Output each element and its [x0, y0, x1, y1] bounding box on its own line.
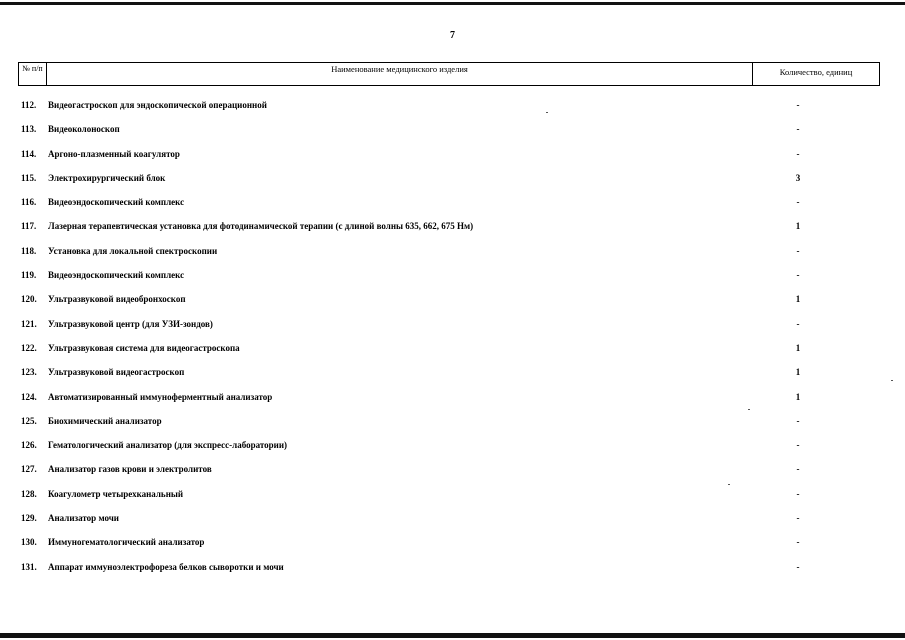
row-number: 115.: [21, 172, 37, 183]
table-row: [0, 192, 905, 216]
row-number: 125.: [21, 415, 37, 426]
table-row: [0, 241, 905, 265]
table-row: [0, 532, 905, 556]
row-quantity: -: [796, 148, 800, 159]
table-row: [0, 216, 905, 240]
row-quantity: 1: [795, 294, 801, 305]
row-name: Биохимический анализатор: [48, 415, 162, 426]
row-name: Автоматизированный иммуноферментный анализатор: [48, 391, 273, 402]
row-quantity: 1: [795, 367, 801, 378]
scan-speck: [728, 484, 730, 485]
table-row: [0, 289, 905, 313]
page-number: 7: [450, 30, 455, 41]
row-name: Видеоэндоскопический комплекс: [48, 197, 185, 208]
row-name: Видеоколоноскоп: [48, 124, 120, 135]
scan-speck: [891, 380, 893, 381]
table-row: [0, 314, 905, 338]
row-quantity: -: [796, 318, 800, 329]
row-quantity: -: [796, 440, 800, 451]
row-name: Анализатор газов крови и электролитов: [48, 464, 212, 475]
row-number: 124.: [21, 391, 37, 402]
row-name: Электрохирургический блок: [48, 172, 166, 183]
row-quantity: -: [796, 245, 800, 256]
row-number: 129.: [21, 513, 37, 524]
row-name: Лазерная терапевтическая установка для фотодинамической терапии (с длиной волны 635, 662, 675 Нм): [48, 221, 474, 232]
table-row: [0, 435, 905, 459]
header-number: № п/п: [19, 63, 47, 85]
row-name: Ультразвуковой видеогастроскоп: [48, 367, 185, 378]
row-quantity: -: [796, 513, 800, 524]
table-row: [0, 484, 905, 508]
header-quantity: Количество, единиц: [779, 67, 853, 77]
table-row: [0, 411, 905, 435]
table-row: [0, 144, 905, 168]
row-quantity: -: [796, 488, 800, 499]
row-number: 118.: [21, 245, 37, 256]
row-quantity: 1: [795, 391, 801, 402]
row-number: 114.: [21, 148, 37, 159]
row-quantity: 1: [795, 342, 801, 353]
row-name: Гематологический анализатор (для экспресс-лаборатории): [48, 440, 288, 451]
row-quantity: -: [796, 537, 800, 548]
row-quantity: -: [796, 464, 800, 475]
row-number: 123.: [21, 367, 37, 378]
table-row: [0, 557, 905, 581]
table-row: [0, 387, 905, 411]
bottom-border: [0, 633, 905, 638]
scan-speck: [546, 112, 548, 113]
row-number: 131.: [21, 561, 37, 572]
row-number: 128.: [21, 488, 37, 499]
row-quantity: 1: [795, 221, 801, 232]
table-body: [0, 95, 905, 581]
row-quantity: -: [796, 100, 800, 110]
row-quantity: -: [796, 124, 800, 135]
row-number: 126.: [21, 440, 37, 451]
table-row: [0, 459, 905, 483]
scan-speck: [748, 409, 750, 410]
row-number: 112.: [21, 100, 37, 110]
row-name: Иммуногематологический анализатор: [48, 537, 205, 548]
table-row: [0, 508, 905, 532]
row-name: Установка для локальной спектроскопии: [48, 245, 218, 256]
row-number: 120.: [21, 294, 37, 305]
row-name: Ультразвуковой видеобронхоскоп: [48, 294, 186, 305]
row-name: Анализатор мочи: [48, 513, 119, 524]
table-row: [0, 168, 905, 192]
row-name: Аппарат иммуноэлектрофореза белков сыворотки и мочи: [48, 561, 284, 572]
row-quantity: -: [796, 415, 800, 426]
row-name: Ультразвуковой центр (для УЗИ-зондов): [48, 318, 213, 329]
row-number: 117.: [21, 221, 37, 232]
row-name: Коагулометр четырехканальный: [48, 488, 184, 499]
table-row: [0, 362, 905, 386]
row-name: Видеогастроскоп для эндоскопической операционной: [48, 100, 267, 110]
row-quantity: -: [796, 197, 800, 208]
table-row: [0, 265, 905, 289]
top-border: [0, 2, 905, 5]
table-row: [0, 95, 905, 119]
row-number: 122.: [21, 342, 37, 353]
row-name: Аргоно-плазменный коагулятор: [48, 148, 180, 159]
table-row: [0, 119, 905, 143]
row-number: 121.: [21, 318, 37, 329]
row-number: 113.: [21, 124, 37, 135]
header-name: Наименование медицинского изделия: [47, 63, 753, 85]
table-header: [18, 62, 880, 86]
row-name: Ультразвуковая система для видеогастроскопа: [48, 342, 240, 353]
row-number: 130.: [21, 537, 37, 548]
row-name: Видеоэндоскопический комплекс: [48, 270, 185, 281]
row-quantity: 3: [795, 172, 801, 183]
row-number: 119.: [21, 270, 37, 281]
row-number: 127.: [21, 464, 37, 475]
row-quantity: -: [796, 561, 800, 572]
row-number: 116.: [21, 197, 37, 208]
row-quantity: -: [796, 270, 800, 281]
table-row: [0, 338, 905, 362]
